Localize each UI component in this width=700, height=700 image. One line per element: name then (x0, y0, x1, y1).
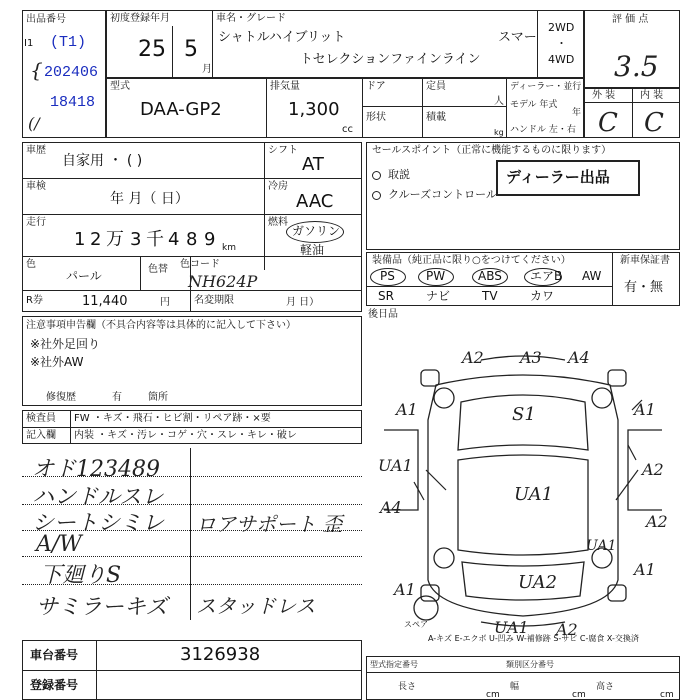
dmg-ua1-center: UA1 (514, 484, 554, 505)
lot-handwritten-2: 202406 (44, 64, 99, 81)
model-name: シャトルハイブリット (218, 30, 346, 45)
chassis-label: 車台番号 (30, 648, 79, 662)
reg-month-unit: 月 (202, 64, 212, 75)
mileage-d6: 4 (168, 229, 180, 250)
color-code-label: 色コード (180, 259, 220, 270)
capacity-unit: 人 (494, 96, 504, 107)
dmg-ua2: UA2 (518, 572, 558, 593)
repair-place: 箇所 (148, 392, 168, 403)
transfer-label: 名変期限 (194, 295, 234, 306)
mileage-d3: 万 (106, 229, 124, 250)
mileage-label: 走行 (26, 217, 46, 228)
lot-prefix: I1 (24, 38, 34, 49)
use-value: 自家用 ・ ( ) (62, 153, 143, 169)
mileage-d8: 9 (204, 229, 216, 250)
interior-value: C (644, 108, 664, 138)
sales-label: セールスポイント（正常に機能するものに限ります） (372, 145, 612, 156)
lot-label: 出品番号 (26, 14, 66, 25)
ac-label: 冷房 (268, 181, 288, 192)
mileage-d1: 1 (74, 229, 86, 250)
type-cat-label: 類別区分番号 (506, 660, 554, 669)
handle-label: ハンドル 左・右 (510, 125, 576, 135)
score-value: 3.5 (614, 50, 659, 83)
exterior-label: 外 装 (592, 90, 616, 101)
grade-right: スマー (498, 30, 537, 45)
dealer-label: ディーラー・並行 (510, 82, 582, 92)
length-label: 長さ (398, 682, 417, 692)
drive-2wd: 2WD (548, 21, 575, 34)
recycle-label: R券 (26, 295, 43, 306)
dmg-a1-left: A1 (396, 400, 418, 419)
lot-hand-scribble-2: (/ (28, 114, 40, 133)
notes-line-1: ※社外足回り (30, 337, 101, 351)
equip-abs: ABS (478, 269, 502, 283)
reg-year: 25 (138, 37, 166, 62)
fuel-label: 燃料 (268, 217, 288, 228)
notes-title: 注意事項申告欄（不具合内容等は具体的に記入して下さい） (26, 320, 296, 331)
dmg-ua1-right-2: UA1 (586, 538, 617, 554)
mileage-d4: 3 (130, 229, 142, 250)
fuel-value: ガソリン (292, 224, 341, 238)
spare-label: スペア (404, 620, 428, 629)
hand-line-5: 下廻りS (40, 563, 122, 588)
mileage-d7: 8 (186, 229, 198, 250)
inspect-label: 車検 (26, 181, 46, 192)
inspector-label-2: 記入欄 (26, 430, 56, 441)
inspect-value: 年 月（ 日） (110, 191, 189, 207)
inspector-label-1: 検査員 (26, 413, 56, 424)
reg-number-label: 登録番号 (30, 678, 79, 692)
model-label: 車名・グレード (216, 13, 286, 24)
mileage-unit: km (222, 243, 236, 253)
dealer-badge-text: ディーラー出品 (506, 168, 610, 186)
dmg-a1-right: A1 (634, 400, 656, 419)
equip-sr: SR (378, 289, 394, 303)
type-value: DAA-GP2 (140, 99, 222, 120)
transfer-value: 月 日） (286, 297, 320, 308)
exterior-value: C (598, 108, 618, 138)
color-label: 色 (26, 259, 36, 270)
shift-value: AT (302, 154, 324, 175)
shape-label: 形状 (366, 112, 386, 123)
load-unit: kg (494, 128, 504, 137)
in-line: 内装 ・キズ・汚レ・コゲ・穴・スレ・キレ・破レ (74, 430, 297, 441)
disp-value: 1,300 (288, 99, 340, 120)
equip-ps: PS (380, 269, 395, 283)
hand-line-3: シートシミレ (32, 511, 165, 536)
dmg-a2-bottom: A2 (556, 620, 578, 639)
reg-label: 初度登録年月 (110, 13, 170, 24)
drive-4wd: 4WD (548, 53, 575, 66)
dmg-s1: S1 (512, 404, 536, 425)
ac-value: AAC (296, 191, 334, 212)
recycle-value: 11,440 (82, 294, 128, 309)
hand-line-4: A/W (36, 532, 82, 557)
dmg-a1-left-2: A1 (394, 580, 416, 599)
color-code-value: NH624P (188, 272, 258, 291)
width-unit: cm (572, 690, 586, 700)
shift-label: シフト (268, 145, 298, 156)
chassis-value: 3126938 (180, 644, 261, 665)
equip-navi: ナビ (426, 289, 451, 303)
hand-right-1: ロアサポート 歪 (196, 512, 343, 536)
score-label: 評 価 点 (612, 14, 649, 25)
fuel-alt: 軽油 (300, 243, 325, 257)
color-value: パール (66, 269, 102, 283)
repair-value: 有 (112, 392, 122, 403)
disp-label: 排気量 (270, 81, 300, 92)
equip-pw: PW (426, 269, 446, 283)
mileage-d2: 2 (90, 229, 102, 250)
model-code-label: 型式指定番号 (370, 660, 418, 669)
model-year-label: モデル 年式 (510, 100, 558, 110)
notes-line-2: ※社外AW (30, 355, 84, 369)
recycle-unit: 円 (160, 297, 170, 308)
grade-line2: トセレクションファインライン (300, 52, 481, 67)
dmg-a2-right: A2 (642, 460, 664, 479)
color-change-label: 色替 (148, 264, 168, 275)
sales-item2-circle (372, 191, 381, 200)
dmg-a2-right-2: A2 (646, 512, 668, 531)
height-label: 高さ (596, 682, 615, 692)
use-label: 車歴 (26, 145, 46, 156)
sales-item2: クルーズコントロール (388, 188, 497, 201)
year-unit: 年 (572, 108, 582, 118)
equip-tv: TV (482, 289, 498, 303)
equip-airbag: エアB (530, 269, 563, 283)
warranty-label: 新車保証書 (620, 255, 670, 266)
warranty-value: 有・無 (624, 280, 664, 295)
dmg-ua1-bottom: UA1 (494, 618, 529, 637)
lot-hand-scribble: { (30, 58, 43, 82)
load-label: 積載 (426, 112, 446, 123)
length-unit: cm (486, 690, 500, 700)
hand-line-2: ハンドルスレ (32, 485, 164, 510)
rear-label: 後日品 (368, 309, 398, 320)
type-label: 型式 (110, 81, 130, 92)
drive-dot: ・ (556, 37, 567, 50)
equip-leather: カワ (530, 289, 555, 303)
mileage-d5: 千 (146, 229, 164, 250)
dmg-a2-top: A2 (462, 348, 484, 367)
repair-label: 修復歴 (46, 392, 76, 403)
fw-line: FW ・キズ・飛石・ヒビ割・リペア跡・×要 (74, 413, 271, 424)
sales-item1: 取説 (388, 168, 410, 181)
dmg-a4-top: A4 (568, 348, 590, 367)
capacity-label: 定員 (426, 81, 446, 92)
equip-label: 装備品（純正品に限り○をつけてください） (372, 255, 571, 266)
hand-right-2: スタッドレス (196, 594, 316, 618)
hand-line-1: オド123489 (32, 457, 160, 482)
equip-aw: AW (582, 269, 602, 283)
diagram-legend: A-キズ E-エクボ U-凹み W-補修跡 S-サビ C-腐食 X-交換済 (428, 634, 639, 643)
dmg-ua1-left: UA1 (378, 456, 413, 475)
dmg-a3-top: A3 (520, 348, 542, 367)
disp-unit: cc (342, 124, 353, 135)
hand-line-6: サミラーキズ (36, 595, 168, 620)
sales-item1-circle (372, 171, 381, 180)
door-label: ドア (366, 81, 386, 92)
dmg-a1-right-2: A1 (634, 560, 656, 579)
height-unit: cm (660, 690, 674, 700)
lot-handwritten-3: 18418 (50, 94, 96, 111)
width-label: 幅 (510, 682, 520, 692)
reg-month: 5 (184, 37, 198, 62)
dmg-a4-left: A4 (380, 498, 402, 517)
lot-handwritten-1: (T1) (50, 34, 87, 51)
interior-label: 内 装 (640, 90, 664, 101)
